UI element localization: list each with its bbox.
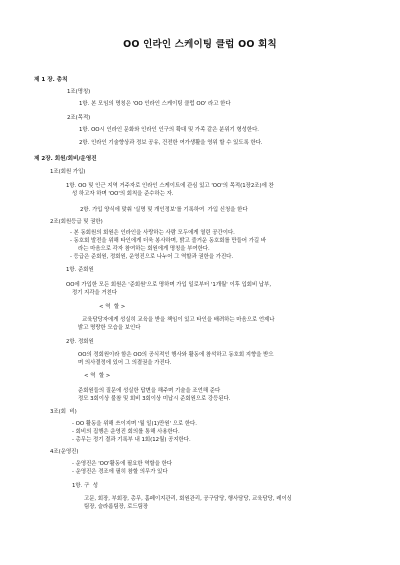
chapter2-article3-bullet3: - 총무는 정기 결과 기록부 내 1회(12월) 공지한다.	[72, 437, 191, 443]
chapter2-article1-para1-line2: 성 하고자 하며 'OO'의 회칙을 준수하는 자.	[72, 191, 174, 197]
chapter2-article2-para2-role1: 준회원들의 질문에 성실한 답변을 해주며 기술을 조언해 준다	[78, 388, 221, 394]
chapter2-article2-para1-text2: 정기 지각을 거친다	[72, 290, 118, 296]
chapter1-article2-title: 2조(목적)	[67, 115, 91, 121]
chapter2-article2-para2-text1: OO의 정회원이라 함은 OO의 공식적인 행사와 활동에 참석하고 동호회 지향을 받으	[78, 352, 274, 358]
chapter2-article2-bullet2-line1: - 동호회 발전을 위해 타인에게 더욱 봉사하며, 밝고 즐거운 동호회를 만들어 가길 바	[70, 238, 267, 244]
chapter1-heading: 제 1 장. 총칙	[34, 77, 68, 83]
chapter2-article3-bullet2: - 회비의 집행은 운영진 회의를 통해 사용한다.	[72, 429, 180, 435]
chapter2-article2-bullet1: - 본 동회원의 회원은 인라인을 사랑하는 사람 모두에게 열린 공간이다.	[70, 230, 235, 236]
chapter2-article2-para2-role-label: < 역 할 >	[84, 373, 111, 379]
chapter2-article4-para1-list1: 고문, 회장, 부회장, 총무, 홈페이지관리, 회원관리, 공구담당, 행사담당, 교육담당, 레이싱	[84, 496, 292, 502]
chapter2-article4-bullet2: - 운영진은 경조에 필히 참할 의무가 있다	[72, 469, 168, 475]
chapter1-article1-title: 1조(명칭)	[67, 89, 91, 95]
chapter2-article2-para2-title: 2항. 정회원	[66, 339, 94, 345]
chapter2-article4-para1-title: 1항. 구 성	[72, 483, 98, 489]
chapter2-article3-title: 3조(회 비)	[50, 409, 77, 415]
chapter2-article2-para2-role2: 정모 3회이상 불참 및 회비 3회이상 미납시 준회원으로 강등된다.	[78, 396, 231, 402]
chapter2-article4-para1-list2: 팀장, 슬라롬팀장, 로드팀장	[84, 504, 149, 510]
chapter2-article3-bullet1: - OO 활동을 위해 쓰이지며 '월 일(1)만원' 으로 한다.	[72, 421, 197, 427]
chapter2-article1-para2: 2항. 가입 양식에 맞춰 '실명 및 개인정보'를 기록하여 가입 신청을 한다	[80, 207, 248, 213]
chapter2-article4-bullet1: - 운영진은 'OO'활동에 필요한 역할을 한다	[72, 461, 173, 467]
chapter2-article1-title: 1조(회원 가입)	[50, 169, 86, 175]
page-title: OO 인라인 스케이팅 클럽 OO 회칙	[123, 39, 277, 50]
chapter1-article1-para1: 1항. 본 모임의 명칭은 'OO 인라인 스케이팅 클럽 OO' 라고 한다	[79, 101, 231, 107]
chapter2-article2-para1-role2: 밝고 명랑한 모습을 보인다	[78, 325, 141, 331]
chapter2-article2-para1-title: 1항. 준회원	[66, 267, 94, 273]
chapter2-heading: 제 2장. 회원/회비/운영진	[34, 156, 97, 162]
chapter1-article2-para1: 1항. OO시 인라인 문화와 인라인 인구의 확대 및 가족 같은 분위기 형성한다.	[79, 127, 259, 133]
chapter2-article2-bullet2-line2: 라는 마음으로 각자 참여하는 회원에게 명칭을 부여한다.	[78, 246, 210, 252]
chapter2-article2-para2-text2: 며 의사결정에 있어 그 의결권을 가진다.	[78, 360, 172, 366]
chapter1-article2-para2: 2항. 인라인 기술향상과 정보 공유, 건전한 여가생활을 영위 할 수 있도록 한다.	[79, 140, 263, 146]
chapter2-article2-title: 2조(회원등급 및 권한)	[50, 219, 103, 225]
chapter2-article1-para1-line1: 1항. OO 및 인근 지역 거주자로 인라인 스케이트에 관심 있고 'OO'의 목적(1장2조)에 찬	[66, 183, 274, 189]
chapter2-article2-para1-role-label: < 역 할 >	[99, 304, 126, 310]
chapter2-article2-para1-role1: 교육담당자에게 성실히 교육을 받을 책임이 있고 타인을 배려하는 마음으로 언제나	[82, 317, 275, 323]
chapter2-article2-para1-text1: OO에 가입한 모든 회원은 '준회원'으로 명하며 가입 일로부터 '1개월' 이후 입회비 납부,	[66, 282, 272, 288]
chapter2-article2-bullet3: - 등급은 준회원, 정회원, 운영진으로 나누어 그 역할과 권한을 가진다.	[70, 254, 234, 260]
chapter2-article4-title: 4조(운영진)	[50, 449, 79, 455]
